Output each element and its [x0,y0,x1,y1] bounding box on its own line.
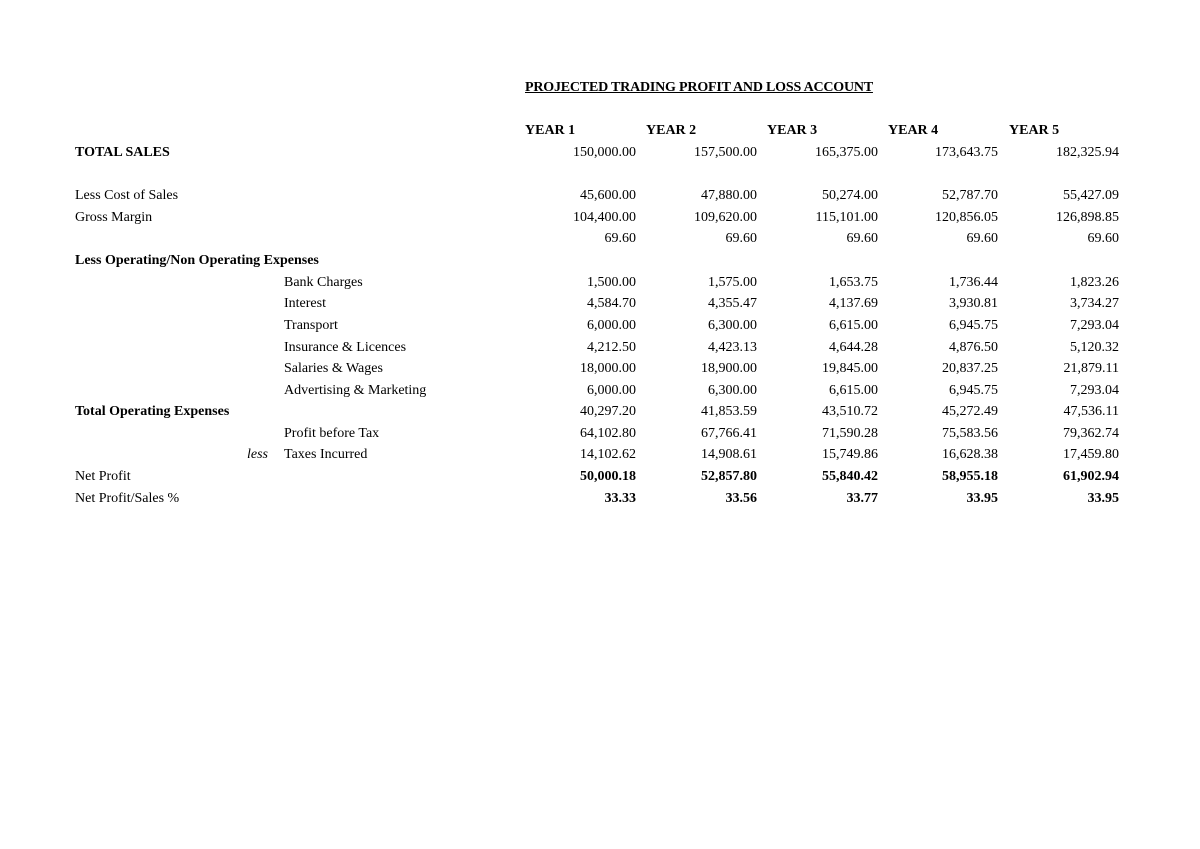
value-cell: 33.33 [604,491,636,506]
value-cell: 33.95 [966,491,998,506]
gross-margin-row [0,210,1200,231]
year-header: YEAR 3 [767,123,818,138]
value-cell: 61,902.94 [1063,469,1119,484]
value-cell: 6,000.00 [587,383,636,398]
value-cell: 33.95 [1087,491,1119,506]
opex-heading-row [0,253,1200,274]
profit-before-tax-row [0,426,1200,447]
value-cell: 1,823.26 [1070,275,1119,290]
value-cell: 67,766.41 [701,426,757,441]
value-cell: 6,615.00 [829,383,878,398]
value-cell: 55,427.09 [1063,188,1119,203]
total-sales-row [0,145,1200,166]
row-label: Insurance & Licences [284,340,407,355]
value-cell: 45,600.00 [580,188,636,203]
value-cell: 69.60 [604,231,636,246]
value-cell: 109,620.00 [694,210,757,225]
expense-row [0,275,1200,296]
value-cell: 69.60 [1087,231,1119,246]
expense-row [0,296,1200,317]
section-heading: Less Operating/Non Operating Expenses [75,253,319,268]
value-cell: 69.60 [846,231,878,246]
value-cell: 1,653.75 [829,275,878,290]
expense-row [0,318,1200,339]
taxes-row [0,447,1200,468]
less-prefix: less [247,447,268,462]
value-cell: 75,583.56 [942,426,998,441]
value-cell: 3,930.81 [949,296,998,311]
value-cell: 71,590.28 [822,426,878,441]
value-cell: 40,297.20 [580,404,636,419]
row-label: Net Profit/Sales % [75,491,180,506]
expense-row [0,383,1200,404]
value-cell: 7,293.04 [1070,318,1119,333]
value-cell: 4,423.13 [708,340,757,355]
value-cell: 45,272.49 [942,404,998,419]
row-label: Total Operating Expenses [75,404,230,419]
value-cell: 1,500.00 [587,275,636,290]
row-label: Bank Charges [284,275,363,290]
value-cell: 1,575.00 [708,275,757,290]
value-cell: 41,853.59 [701,404,757,419]
value-cell: 52,857.80 [701,469,757,484]
value-cell: 33.56 [725,491,757,506]
value-cell: 6,300.00 [708,383,757,398]
value-cell: 173,643.75 [935,145,998,160]
value-cell: 4,355.47 [708,296,757,311]
value-cell: 18,900.00 [701,361,757,376]
value-cell: 5,120.32 [1070,340,1119,355]
row-label: Interest [284,296,326,311]
value-cell: 55,840.42 [822,469,878,484]
row-label: Taxes Incurred [284,447,368,462]
row-label: Gross Margin [75,210,153,225]
value-cell: 47,880.00 [701,188,757,203]
year-header: YEAR 1 [525,123,576,138]
value-cell: 6,615.00 [829,318,878,333]
document-title: PROJECTED TRADING PROFIT AND LOSS ACCOUNT [525,80,873,95]
value-cell: 4,584.70 [587,296,636,311]
year-header: YEAR 4 [888,123,939,138]
year-header: YEAR 5 [1009,123,1060,138]
value-cell: 6,300.00 [708,318,757,333]
value-cell: 104,400.00 [573,210,636,225]
value-cell: 43,510.72 [822,404,878,419]
total-opex-row [0,404,1200,425]
value-cell: 18,000.00 [580,361,636,376]
value-cell: 69.60 [725,231,757,246]
value-cell: 16,628.38 [942,447,998,462]
net-profit-row [0,469,1200,490]
value-cell: 157,500.00 [694,145,757,160]
value-cell: 17,459.80 [1063,447,1119,462]
value-cell: 79,362.74 [1063,426,1119,441]
value-cell: 150,000.00 [573,145,636,160]
value-cell: 50,274.00 [822,188,878,203]
expense-row [0,361,1200,382]
value-cell: 1,736.44 [949,275,998,290]
row-label: Less Cost of Sales [75,188,179,203]
value-cell: 14,908.61 [701,447,757,462]
value-cell: 7,293.04 [1070,383,1119,398]
value-cell: 126,898.85 [1056,210,1119,225]
value-cell: 58,955.18 [942,469,998,484]
value-cell: 115,101.00 [815,210,878,225]
value-cell: 6,945.75 [949,383,998,398]
value-cell: 165,375.00 [815,145,878,160]
value-cell: 4,137.69 [829,296,878,311]
value-cell: 47,536.11 [1063,404,1119,419]
year-header: YEAR 2 [646,123,697,138]
row-label: Advertising & Marketing [284,383,427,398]
value-cell: 4,876.50 [949,340,998,355]
value-cell: 15,749.86 [822,447,878,462]
expense-row [0,340,1200,361]
value-cell: 6,000.00 [587,318,636,333]
cost-of-sales-row [0,188,1200,209]
value-cell: 64,102.80 [580,426,636,441]
value-cell: 33.77 [846,491,878,506]
year-header-row [0,123,1200,144]
value-cell: 4,212.50 [587,340,636,355]
value-cell: 182,325.94 [1056,145,1119,160]
row-label: Profit before Tax [284,426,380,441]
value-cell: 52,787.70 [942,188,998,203]
row-label: Net Profit [75,469,131,484]
value-cell: 21,879.11 [1063,361,1119,376]
row-label: Salaries & Wages [284,361,383,376]
value-cell: 120,856.05 [935,210,998,225]
value-cell: 4,644.28 [829,340,878,355]
row-label: TOTAL SALES [75,145,170,160]
value-cell: 3,734.27 [1070,296,1119,311]
value-cell: 69.60 [966,231,998,246]
net-profit-sales-row [0,491,1200,512]
value-cell: 6,945.75 [949,318,998,333]
gross-margin-percent-row [0,231,1200,252]
value-cell: 14,102.62 [580,447,636,462]
value-cell: 20,837.25 [942,361,998,376]
row-label: Transport [284,318,338,333]
value-cell: 19,845.00 [822,361,878,376]
value-cell: 50,000.18 [580,469,636,484]
